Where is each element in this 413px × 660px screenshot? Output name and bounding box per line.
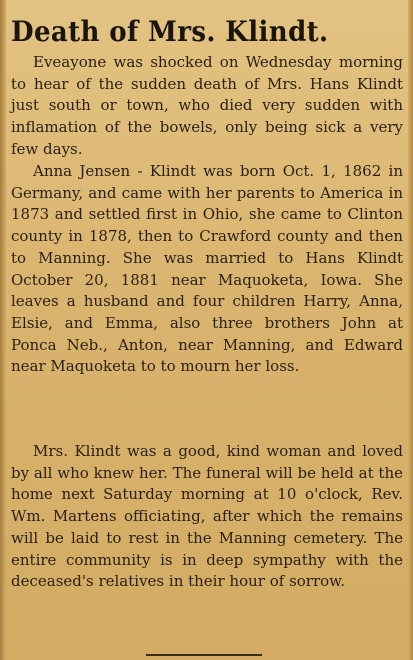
article-headline: Death of Mrs. Klindt.: [11, 15, 329, 48]
article-paragraph-1: Eveayone was shocked on Wednesday morning to hear of the sudden death of Mrs. Hans Klindt just south or town, who died very sudden with inflamation of the bowels, only being sick a very few days.: [11, 53, 403, 158]
paper-edge-left: [0, 0, 6, 660]
article-paragraph-2: Anna Jensen - Klindt was born Oct. 1, 1862 in Germany, and came with her parents to America in 1873 and settled first in Ohio, she came to Clinton county in 1878, then to Crawford county and then to Manning. She was married to Hans Klindt October 20, 1881 near Maquoketa, Iowa. She leaves a husband and four children Harry, Anna, Elsie, and Emma, also three brothers John at Ponca Neb., Anton, near Manning, and Edward near Maquoketa to to mourn her loss.: [11, 162, 403, 376]
closing-rule: [146, 654, 262, 656]
article-paragraph-3: Mrs. Klindt was a good, kind woman and loved by all who knew her. The funeral will be held at the home next Saturday morning at 10 o'clock, Rev. Wm. Martens officiating, after which the remains will be laid to rest in the Manning cemetery. The entire community is in deep sympathy with the deceased's relatives in their hour of sorrow.: [11, 442, 403, 591]
paper-edge-right: [408, 0, 413, 660]
